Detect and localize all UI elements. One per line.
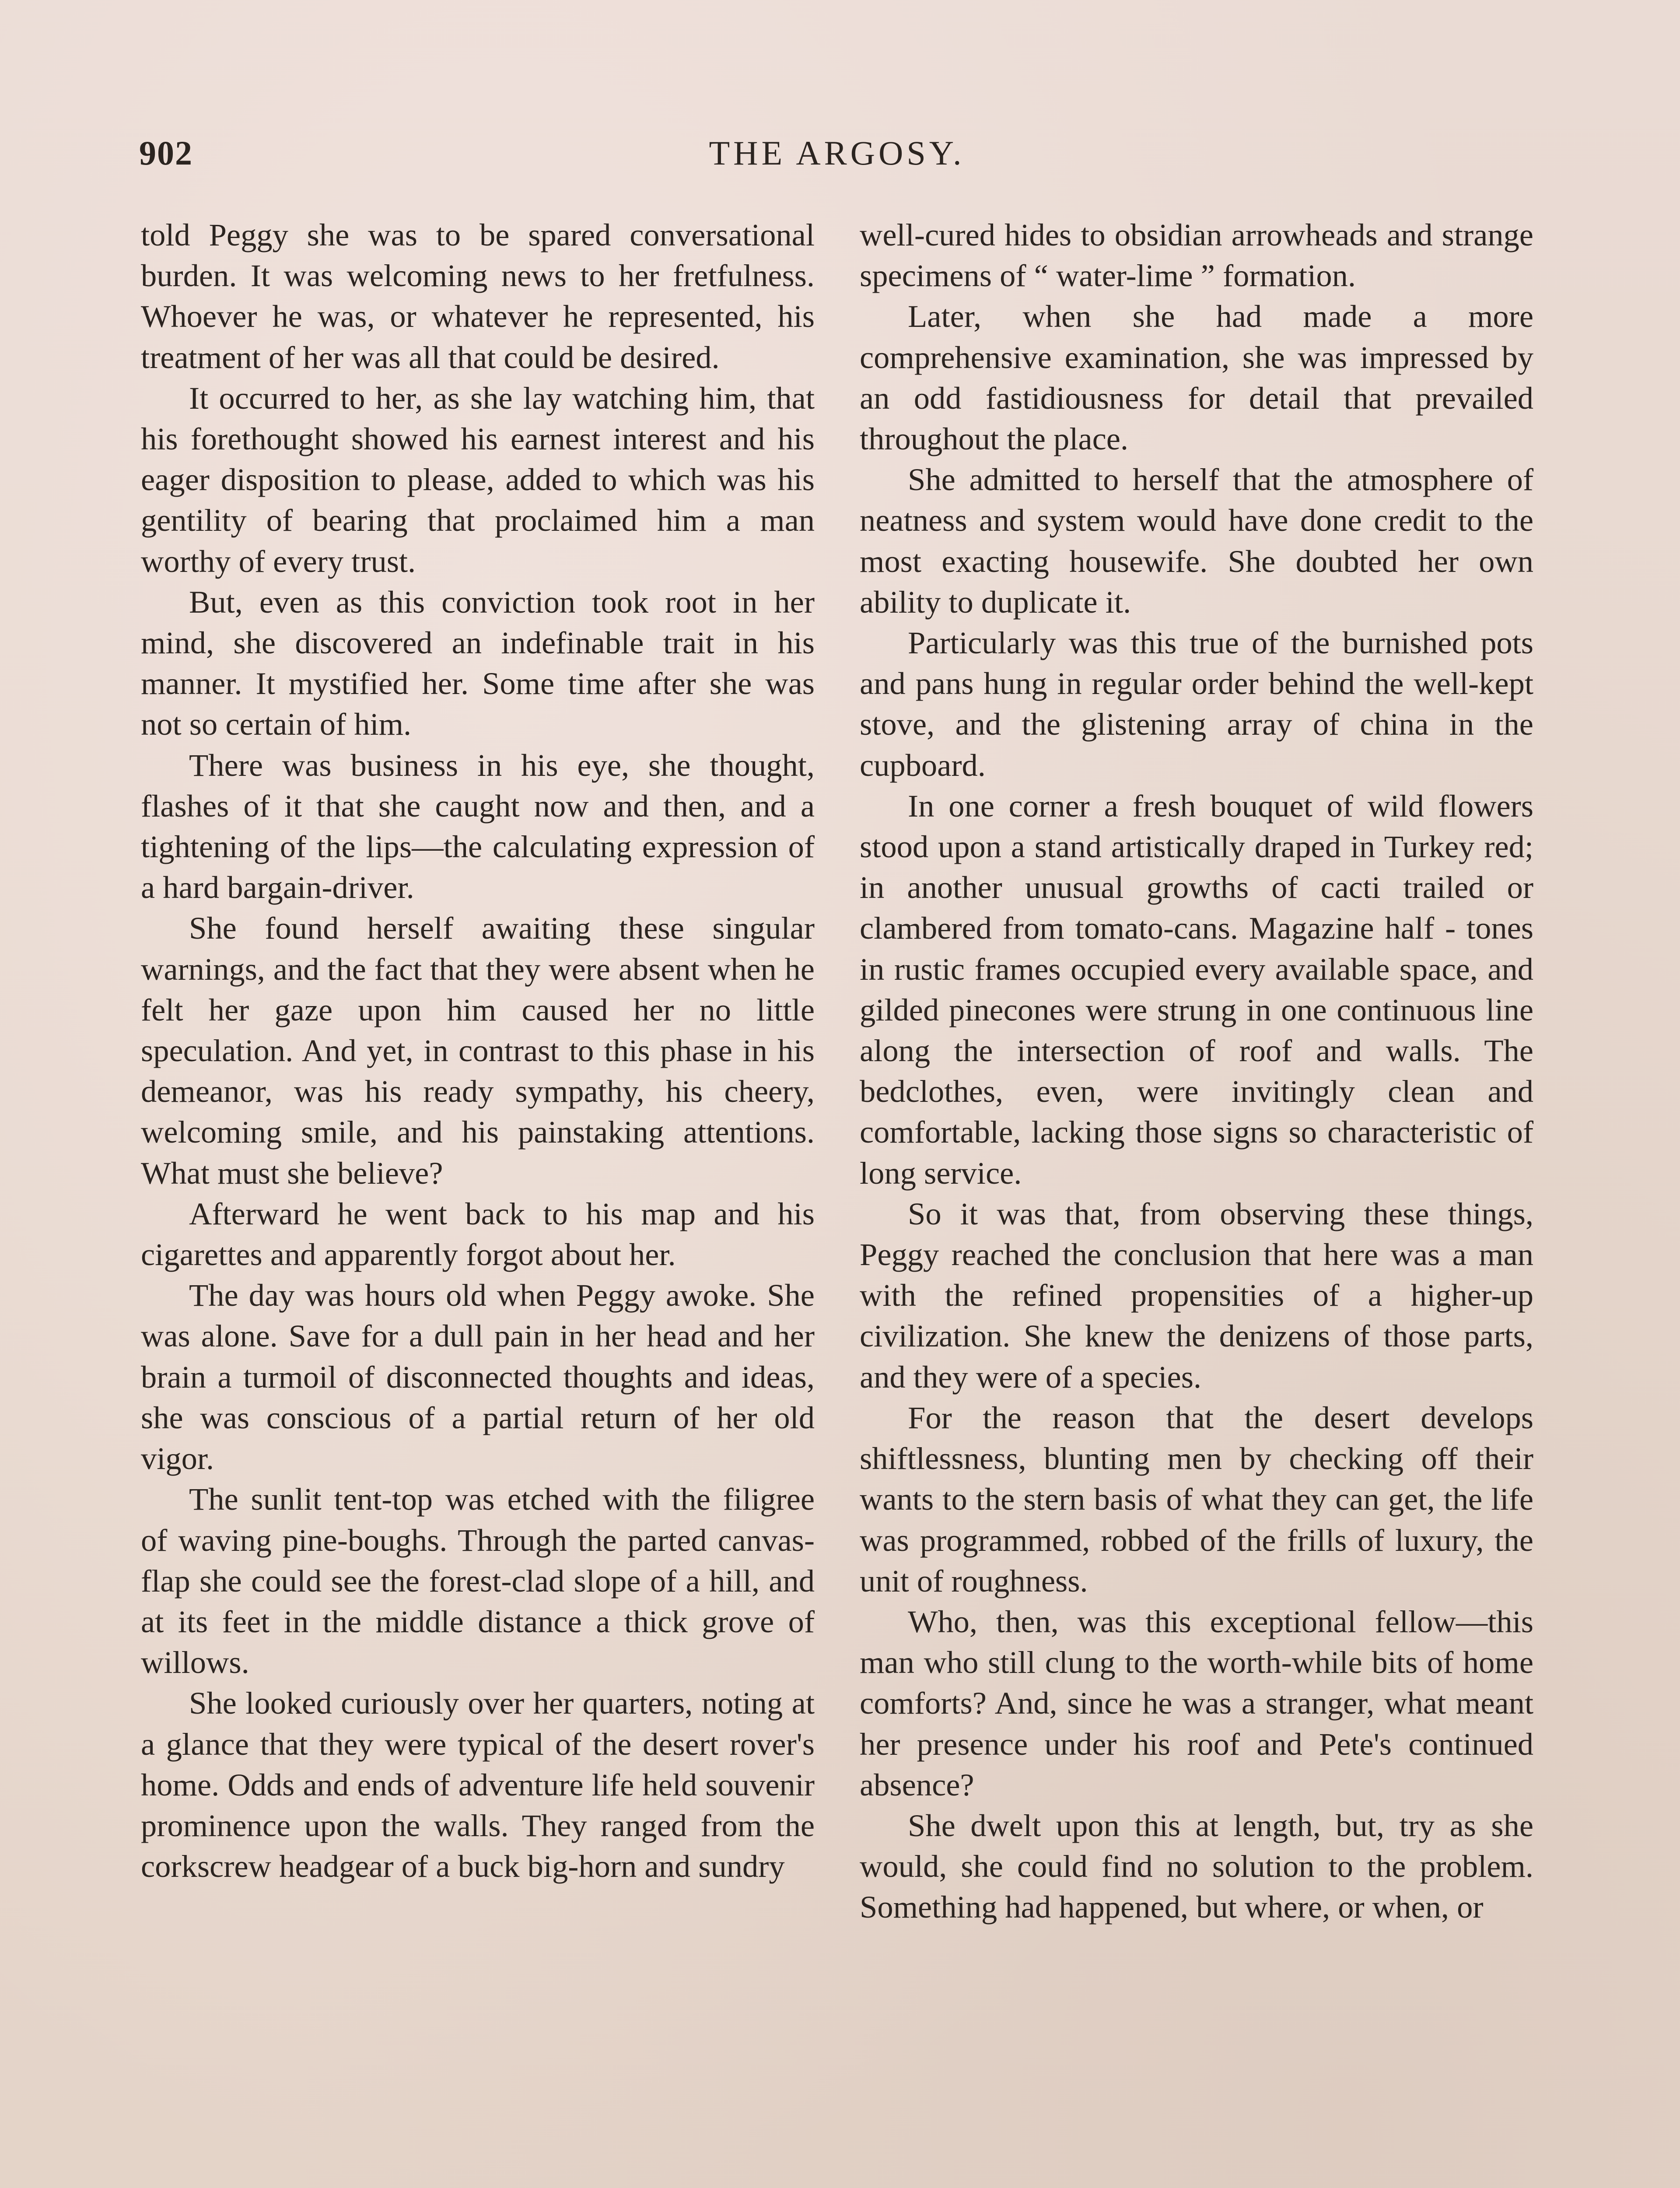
paragraph: She found herself awaiting these singular warnings, and the fact that they were absent when he felt her gaze upon him caused her no little speculation. And yet, in contrast to this phase in his demeanor, was his ready sympathy, his cheery, welcoming smile, and his painstaking attentions. What must she believe? — [141, 910, 815, 1191]
paragraph: told Peggy she was to be spared conversational burden. It was welcoming news to her fretfulness. Whoever he was, or whatever he represented, his treatment of her was all that could be desired. — [141, 217, 815, 375]
paragraph: Later, when she had made a more comprehensive examination, she was impressed by an odd fastidiousness for detail that prevailed throughout the place. — [860, 298, 1533, 457]
paragraph: well-cured hides to obsidian arrowheads and strange specimens of “ water-lime ” formation. — [860, 217, 1533, 294]
paragraph: Particularly was this true of the burnished pots and pans hung in regular order behind the well-kept stove, and the glistening array of china in the cupboard. — [860, 625, 1533, 783]
left-column — [141, 214, 815, 1886]
paragraph: In one corner a fresh bouquet of wild flowers stood upon a stand artistically draped in Turkey red; in another unusual growths of cacti trailed or clambered from tomato-cans. Magazine half - tones in rustic frames occupied every available space, and gilded pinecones were strung in one continuous line along the intersection of roof and walls. The bedclothes, even, were invitingly clean and comfortable, lacking those signs so characteristic of long service. — [860, 788, 1533, 1191]
paragraph: Afterward he went back to his map and his cigarettes and apparently forgot about her. — [141, 1196, 815, 1273]
paragraph: She dwelt upon this at length, but, try as she would, she could find no solution to the problem. Something had happened, but where, or when, or — [860, 1807, 1533, 1925]
right-column — [860, 214, 1533, 1928]
page-header — [139, 133, 1535, 182]
paragraph: So it was that, from observing these things, Peggy reached the conclusion that here was a man with the refined propensities of a higher-up civilization. She knew the denizens of those parts, and they were of a species. — [860, 1196, 1533, 1395]
paragraph: Who, then, was this exceptional fellow—this man who still clung to the worth-while bits of home comforts? And, since he was a stranger, what meant her presence under his roof and Pete's continued absence? — [860, 1603, 1533, 1802]
paragraph: The sunlit tent-top was etched with the filigree of waving pine-boughs. Through the parted canvas-flap she could see the forest-clad slope of a hill, and at its feet in the middle distance a thick grove of willows. — [141, 1481, 815, 1680]
paragraph: It occurred to her, as she lay watching him, that his forethought showed his earnest interest and his eager disposition to please, added to which was his gentility of bearing that proclaimed him a man worthy of every trust. — [141, 380, 815, 579]
paragraph: There was business in his eye, she thought, flashes of it that she caught now and then, and a tightening of the lips—the calculating expression of a hard bargain-driver. — [141, 747, 815, 905]
running-head: THE ARGOSY. — [709, 134, 965, 172]
paragraph: But, even as this conviction took root in her mind, she discovered an indefinable trait in his manner. It mystified her. Some time after she was not so certain of him. — [141, 584, 815, 742]
paragraph: For the reason that the desert develops shiftlessness, blunting men by checking off their wants to the stern basis of what they can get, the life was programmed, robbed of the frills of luxury, the unit of roughness. — [860, 1399, 1533, 1599]
paragraph: She looked curiously over her quarters, noting at a glance that they were typical of the desert rover's home. Odds and ends of adventure life held souvenir prominence upon the walls. They ranged from the corkscrew headgear of a buck big-horn and sundry — [141, 1685, 815, 1884]
paragraph: The day was hours old when Peggy awoke. She was alone. Save for a dull pain in her head and her brain a turmoil of disconnected thoughts and ideas, she was conscious of a partial return of her old vigor. — [141, 1277, 815, 1476]
paragraph: She admitted to herself that the atmosphere of neatness and system would have done credit to the most exacting housewife. She doubted her own ability to duplicate it. — [860, 462, 1533, 620]
page-number: 902 — [139, 134, 193, 172]
